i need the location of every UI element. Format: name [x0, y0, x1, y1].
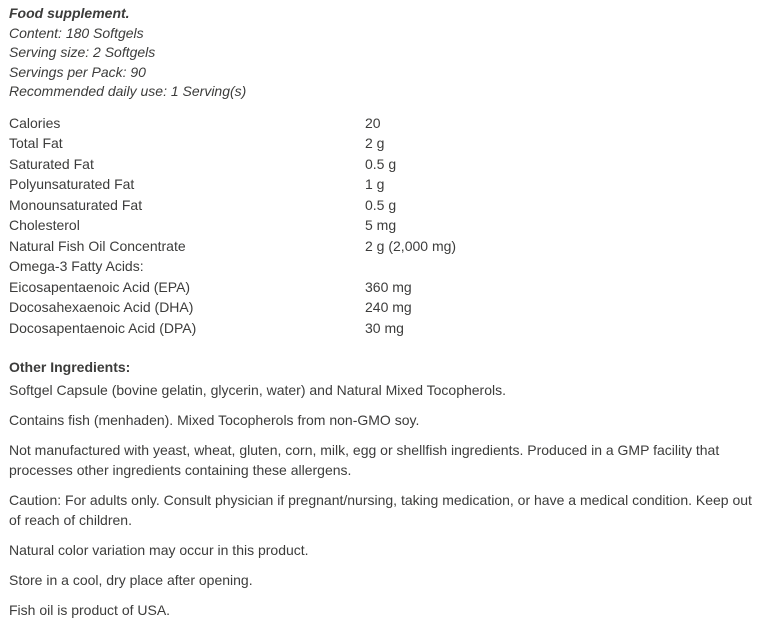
info-paragraph: Natural color variation may occur in this product. [9, 542, 309, 558]
nutrient-value: 30 mg [365, 319, 404, 336]
intro-lines [9, 24, 767, 102]
nutrient-value: 2 g [365, 135, 385, 151]
other-ingredients-section [9, 357, 767, 620]
table-row [9, 256, 767, 277]
info-paragraph: Softgel Capsule (bovine gelatin, glycerin, water) and Natural Mixed Tocopherols. [9, 382, 507, 398]
food-supplement-title: Food supplement. [9, 5, 130, 21]
nutrient-value: 1 g [365, 176, 385, 192]
info-paragraphs [9, 380, 767, 620]
info-paragraph: Caution: For adults only. Consult physician if pregnant/nursing, taking medication, or have a medical condition. Keep out of reach of children. [9, 492, 752, 528]
nutrient-label: Polyunsaturated Fat [9, 176, 135, 192]
intro-line: Content: 180 Softgels [9, 24, 144, 41]
nutrition-table [9, 113, 767, 339]
nutrient-label: Natural Fish Oil Concentrate [9, 237, 186, 254]
nutrient-value [365, 256, 767, 277]
other-ingredients-heading: Other Ingredients: [9, 359, 131, 375]
table-row [9, 297, 767, 318]
nutrient-label: Calories [9, 114, 61, 131]
nutrient-label: Docosapentaenoic Acid (DPA) [9, 319, 197, 336]
nutrient-value: 5 mg [365, 217, 397, 233]
table-row [9, 195, 767, 216]
info-paragraph: Fish oil is product of USA. [9, 602, 171, 618]
table-row [9, 236, 767, 257]
info-paragraph: Not manufactured with yeast, wheat, gluten, corn, milk, egg or shellfish ingredients. Produced in a GMP facility that processes other ingredients containing these allergens. [9, 442, 720, 478]
nutrient-label: Eicosapentaenoic Acid (EPA) [9, 278, 191, 295]
table-row [9, 133, 767, 154]
nutrient-label: Monounsaturated Fat [9, 196, 143, 213]
nutrient-label: Saturated Fat [9, 155, 94, 172]
intro-line: Recommended daily use: 1 Serving(s) [9, 83, 247, 99]
table-row [9, 154, 767, 175]
table-row [9, 215, 767, 236]
intro-line: Servings per Pack: 90 [9, 63, 146, 80]
nutrient-value: 0.5 g [365, 155, 397, 172]
nutrient-value: 2 g (2,000 mg) [365, 237, 457, 254]
table-row [9, 277, 767, 298]
table-row [9, 113, 767, 134]
table-row [9, 174, 767, 195]
table-row [9, 318, 767, 339]
nutrient-label: Docosahexaenoic Acid (DHA) [9, 299, 194, 315]
nutrient-value: 360 mg [365, 278, 412, 295]
nutrient-label: Cholesterol [9, 217, 80, 233]
supplement-intro-block [9, 4, 767, 102]
nutrient-value: 240 mg [365, 299, 412, 315]
nutrient-value: 0.5 g [365, 196, 397, 213]
nutrient-label: Total Fat [9, 135, 63, 151]
info-paragraph: Contains fish (menhaden). Mixed Tocopherols from non-GMO soy. [9, 412, 420, 428]
info-paragraph: Store in a cool, dry place after opening. [9, 572, 253, 588]
nutrient-label: Omega-3 Fatty Acids: [9, 258, 144, 274]
nutrient-value: 20 [365, 114, 381, 131]
intro-line: Serving size: 2 Softgels [9, 44, 156, 60]
